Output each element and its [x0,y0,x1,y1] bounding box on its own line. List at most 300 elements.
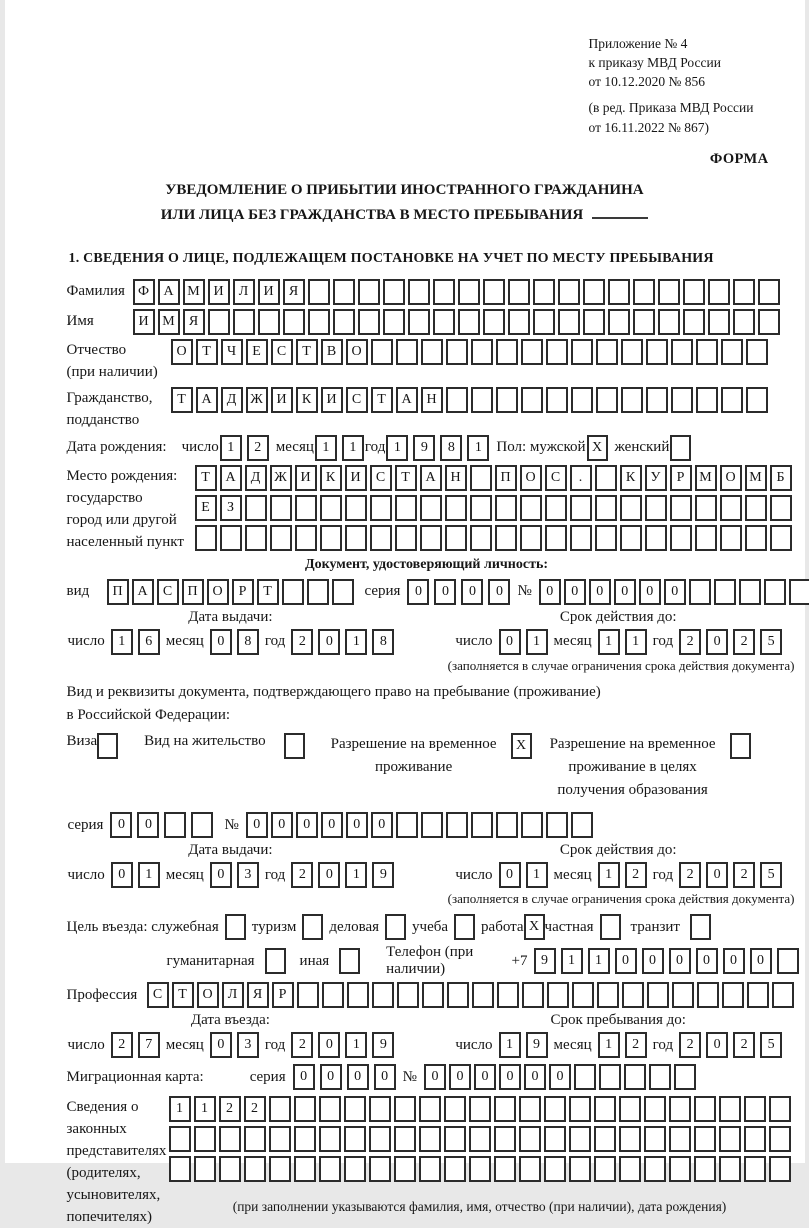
char-cell[interactable]: Д [221,387,243,413]
char-cell[interactable]: А [132,579,154,605]
char-cell[interactable] [533,279,555,305]
char-cell[interactable] [620,525,642,551]
char-cell[interactable]: 0 [664,579,686,605]
char-cell[interactable] [546,387,568,413]
char-cell[interactable] [597,982,619,1008]
char-cell[interactable] [674,1064,696,1090]
char-cell[interactable] [521,387,543,413]
female-checkbox[interactable] [670,435,691,461]
char-cell[interactable] [544,1096,566,1122]
char-cell[interactable] [397,982,419,1008]
char-cell[interactable]: 0 [318,629,340,655]
char-cell[interactable] [433,279,455,305]
char-cell[interactable] [358,309,380,335]
char-cell[interactable] [708,309,730,335]
purpose-private-checkbox[interactable] [600,914,621,940]
char-cell[interactable] [669,1156,691,1182]
stay-expiry-day-cells[interactable] [499,862,548,888]
char-cell[interactable]: 3 [237,862,259,888]
char-cell[interactable]: И [321,387,343,413]
char-cell[interactable]: О [346,339,368,365]
char-cell[interactable] [333,279,355,305]
char-cell[interactable]: Ж [246,387,268,413]
char-cell[interactable]: С [370,465,392,491]
char-cell[interactable]: 5 [760,862,782,888]
char-cell[interactable] [721,339,743,365]
char-cell[interactable]: 0 [371,812,393,838]
char-cell[interactable]: 1 [598,629,620,655]
char-cell[interactable]: 1 [194,1096,216,1122]
char-cell[interactable] [369,1096,391,1122]
char-cell[interactable]: 0 [346,812,368,838]
char-cell[interactable] [569,1156,591,1182]
char-cell[interactable] [745,525,767,551]
char-cell[interactable] [658,279,680,305]
char-cell[interactable] [520,495,542,521]
char-cell[interactable] [245,525,267,551]
purpose-business-checkbox[interactable] [385,914,406,940]
char-cell[interactable] [619,1126,641,1152]
expiry-month-cells[interactable] [598,629,647,655]
char-cell[interactable]: 0 [706,629,728,655]
char-cell[interactable] [694,1096,716,1122]
char-cell[interactable]: С [271,339,293,365]
char-cell[interactable] [294,1096,316,1122]
char-cell[interactable] [764,579,786,605]
stay-expiry-month-cells[interactable] [598,862,647,888]
char-cell[interactable] [369,1126,391,1152]
char-cell[interactable] [220,525,242,551]
char-cell[interactable] [633,309,655,335]
char-cell[interactable] [332,579,354,605]
expiry-year-cells[interactable] [679,629,782,655]
char-cell[interactable]: Т [371,387,393,413]
char-cell[interactable] [744,1126,766,1152]
char-cell[interactable] [495,495,517,521]
stay-issue-year-cells[interactable] [291,862,394,888]
issue-month-cells[interactable] [210,629,259,655]
char-cell[interactable] [345,495,367,521]
char-cell[interactable] [164,812,186,838]
char-cell[interactable]: 0 [589,579,611,605]
char-cell[interactable] [570,525,592,551]
char-cell[interactable] [195,525,217,551]
char-cell[interactable] [333,309,355,335]
char-cell[interactable]: М [183,279,205,305]
char-cell[interactable] [447,982,469,1008]
char-cell[interactable] [644,1096,666,1122]
char-cell[interactable]: 9 [372,1032,394,1058]
char-cell[interactable]: 0 [642,948,664,974]
char-cell[interactable] [669,1096,691,1122]
purpose-study-checkbox[interactable] [454,914,475,940]
char-cell[interactable] [714,579,736,605]
char-cell[interactable] [683,279,705,305]
char-cell[interactable]: О [207,579,229,605]
char-cell[interactable]: Ф [133,279,155,305]
char-cell[interactable] [495,525,517,551]
char-cell[interactable]: 0 [524,1064,546,1090]
char-cell[interactable] [671,339,693,365]
birth-place-cells-2[interactable] [195,495,792,521]
char-cell[interactable] [422,982,444,1008]
char-cell[interactable] [596,339,618,365]
male-checkbox[interactable]: X [587,435,608,461]
char-cell[interactable] [645,495,667,521]
char-cell[interactable]: 1 [588,948,610,974]
char-cell[interactable]: 0 [706,862,728,888]
char-cell[interactable] [544,1156,566,1182]
char-cell[interactable] [444,1156,466,1182]
char-cell[interactable] [483,279,505,305]
char-cell[interactable] [471,339,493,365]
char-cell[interactable]: А [158,279,180,305]
char-cell[interactable]: Я [183,309,205,335]
char-cell[interactable] [758,309,780,335]
char-cell[interactable]: 2 [291,1032,313,1058]
char-cell[interactable] [745,495,767,521]
char-cell[interactable] [396,812,418,838]
stay-issue-month-cells[interactable] [210,862,259,888]
char-cell[interactable] [570,495,592,521]
char-cell[interactable] [583,279,605,305]
char-cell[interactable] [458,279,480,305]
char-cell[interactable] [319,1156,341,1182]
char-cell[interactable] [395,495,417,521]
char-cell[interactable]: 8 [372,629,394,655]
char-cell[interactable]: М [695,465,717,491]
char-cell[interactable] [471,812,493,838]
char-cell[interactable] [169,1156,191,1182]
char-cell[interactable]: 2 [111,1032,133,1058]
char-cell[interactable] [519,1126,541,1152]
char-cell[interactable]: Я [283,279,305,305]
char-cell[interactable]: 0 [639,579,661,605]
char-cell[interactable] [283,309,305,335]
char-cell[interactable]: 1 [315,435,337,461]
char-cell[interactable] [369,1156,391,1182]
char-cell[interactable] [244,1156,266,1182]
char-cell[interactable] [569,1126,591,1152]
char-cell[interactable] [319,1096,341,1122]
char-cell[interactable] [472,982,494,1008]
char-cell[interactable] [744,1096,766,1122]
char-cell[interactable] [644,1156,666,1182]
char-cell[interactable]: И [208,279,230,305]
char-cell[interactable] [471,387,493,413]
char-cell[interactable] [244,1126,266,1152]
char-cell[interactable]: 0 [210,862,232,888]
char-cell[interactable] [746,387,768,413]
char-cell[interactable] [219,1156,241,1182]
char-cell[interactable] [719,1156,741,1182]
char-cell[interactable]: С [545,465,567,491]
char-cell[interactable]: Ч [221,339,243,365]
char-cell[interactable]: 0 [111,862,133,888]
char-cell[interactable] [245,495,267,521]
char-cell[interactable] [658,309,680,335]
char-cell[interactable] [394,1096,416,1122]
char-cell[interactable] [469,1156,491,1182]
char-cell[interactable] [469,1126,491,1152]
char-cell[interactable] [696,339,718,365]
char-cell[interactable] [319,1126,341,1152]
expiry-day-cells[interactable] [499,629,548,655]
stay-issue-day-cells[interactable] [111,862,160,888]
char-cell[interactable] [746,339,768,365]
char-cell[interactable]: 0 [564,579,586,605]
char-cell[interactable] [344,1156,366,1182]
char-cell[interactable] [720,525,742,551]
char-cell[interactable] [633,279,655,305]
purpose-other-checkbox[interactable] [339,948,360,974]
char-cell[interactable]: 0 [296,812,318,838]
char-cell[interactable] [444,1096,466,1122]
entry-year-cells[interactable] [291,1032,394,1058]
char-cell[interactable]: 3 [237,1032,259,1058]
char-cell[interactable] [383,279,405,305]
char-cell[interactable]: 2 [733,862,755,888]
char-cell[interactable] [599,1064,621,1090]
char-cell[interactable] [446,339,468,365]
char-cell[interactable]: Е [195,495,217,521]
char-cell[interactable] [358,279,380,305]
char-cell[interactable]: 9 [372,862,394,888]
entry-day-cells[interactable] [111,1032,160,1058]
doc-series-cells[interactable] [407,579,510,605]
char-cell[interactable]: 1 [345,1032,367,1058]
doc-type-cells[interactable] [107,579,354,605]
char-cell[interactable]: 0 [499,629,521,655]
char-cell[interactable] [744,1156,766,1182]
char-cell[interactable] [169,1126,191,1152]
char-cell[interactable] [483,309,505,335]
char-cell[interactable]: Т [395,465,417,491]
char-cell[interactable] [608,279,630,305]
char-cell[interactable]: 0 [137,812,159,838]
char-cell[interactable] [671,387,693,413]
birth-day-cells[interactable] [220,435,269,461]
char-cell[interactable]: В [321,339,343,365]
char-cell[interactable] [269,1156,291,1182]
char-cell[interactable] [621,339,643,365]
char-cell[interactable] [269,1126,291,1152]
char-cell[interactable]: Р [232,579,254,605]
char-cell[interactable] [571,387,593,413]
char-cell[interactable] [719,1096,741,1122]
char-cell[interactable] [694,1126,716,1152]
char-cell[interactable]: С [346,387,368,413]
char-cell[interactable] [446,387,468,413]
char-cell[interactable] [770,495,792,521]
char-cell[interactable]: 6 [138,629,160,655]
char-cell[interactable] [696,387,718,413]
char-cell[interactable]: 8 [237,629,259,655]
char-cell[interactable]: 2 [679,862,701,888]
char-cell[interactable]: А [220,465,242,491]
char-cell[interactable] [347,982,369,1008]
char-cell[interactable]: 1 [561,948,583,974]
char-cell[interactable]: 1 [526,862,548,888]
char-cell[interactable] [394,1156,416,1182]
char-cell[interactable] [649,1064,671,1090]
char-cell[interactable]: 7 [138,1032,160,1058]
char-cell[interactable]: У [645,465,667,491]
char-cell[interactable]: 0 [499,1064,521,1090]
char-cell[interactable]: 5 [760,629,782,655]
char-cell[interactable] [719,1126,741,1152]
char-cell[interactable]: 0 [318,862,340,888]
doc-number-cells[interactable] [539,579,809,605]
char-cell[interactable]: 1 [169,1096,191,1122]
stay-until-day-cells[interactable] [499,1032,548,1058]
stay-until-month-cells[interactable] [598,1032,647,1058]
char-cell[interactable]: 0 [110,812,132,838]
purpose-work-checkbox[interactable]: X [524,914,545,940]
char-cell[interactable] [646,339,668,365]
char-cell[interactable]: Т [296,339,318,365]
phone-cells[interactable] [534,948,799,974]
stay-expiry-year-cells[interactable] [679,862,782,888]
stay-doc-number-cells[interactable] [246,812,593,838]
char-cell[interactable]: Р [670,465,692,491]
char-cell[interactable]: 2 [291,629,313,655]
char-cell[interactable] [396,339,418,365]
char-cell[interactable] [545,495,567,521]
profession-cells[interactable] [147,982,794,1008]
char-cell[interactable] [595,465,617,491]
char-cell[interactable] [546,339,568,365]
char-cell[interactable]: 0 [615,948,637,974]
char-cell[interactable]: 1 [499,1032,521,1058]
char-cell[interactable]: И [345,465,367,491]
char-cell[interactable]: 0 [271,812,293,838]
char-cell[interactable]: 0 [499,862,521,888]
char-cell[interactable] [546,812,568,838]
char-cell[interactable]: 1 [598,862,620,888]
purpose-tourism-checkbox[interactable] [302,914,323,940]
char-cell[interactable] [644,1126,666,1152]
char-cell[interactable] [721,387,743,413]
char-cell[interactable]: Н [421,387,443,413]
char-cell[interactable] [619,1096,641,1122]
char-cell[interactable]: М [745,465,767,491]
char-cell[interactable] [594,1156,616,1182]
char-cell[interactable]: И [271,387,293,413]
char-cell[interactable] [320,495,342,521]
char-cell[interactable] [508,279,530,305]
char-cell[interactable] [345,525,367,551]
char-cell[interactable]: Л [222,982,244,1008]
char-cell[interactable]: 1 [220,435,242,461]
migration-series-cells[interactable] [293,1064,396,1090]
char-cell[interactable] [297,982,319,1008]
char-cell[interactable]: 1 [111,629,133,655]
char-cell[interactable] [594,1126,616,1152]
char-cell[interactable] [494,1096,516,1122]
char-cell[interactable]: 2 [244,1096,266,1122]
char-cell[interactable]: 1 [342,435,364,461]
char-cell[interactable] [444,1126,466,1152]
visa-checkbox[interactable] [97,733,118,759]
char-cell[interactable]: 0 [293,1064,315,1090]
char-cell[interactable]: 0 [407,579,429,605]
char-cell[interactable] [370,525,392,551]
char-cell[interactable] [669,1126,691,1152]
char-cell[interactable]: И [258,279,280,305]
char-cell[interactable]: 0 [449,1064,471,1090]
char-cell[interactable] [708,279,730,305]
char-cell[interactable]: А [196,387,218,413]
char-cell[interactable] [433,309,455,335]
char-cell[interactable] [233,309,255,335]
char-cell[interactable]: 0 [374,1064,396,1090]
char-cell[interactable] [194,1126,216,1152]
char-cell[interactable] [670,525,692,551]
char-cell[interactable] [322,982,344,1008]
char-cell[interactable]: 0 [488,579,510,605]
char-cell[interactable] [508,309,530,335]
residence-permit-checkbox[interactable] [284,733,305,759]
representatives-cells-1[interactable] [169,1096,791,1122]
char-cell[interactable] [720,495,742,521]
char-cell[interactable]: 1 [598,1032,620,1058]
char-cell[interactable] [777,948,799,974]
char-cell[interactable]: 9 [534,948,556,974]
stay-until-year-cells[interactable] [679,1032,782,1058]
char-cell[interactable] [595,525,617,551]
char-cell[interactable] [574,1064,596,1090]
char-cell[interactable] [769,1126,791,1152]
char-cell[interactable] [219,1126,241,1152]
char-cell[interactable] [622,982,644,1008]
surname-cells[interactable] [133,279,780,305]
char-cell[interactable] [419,1126,441,1152]
char-cell[interactable] [294,1156,316,1182]
char-cell[interactable] [308,309,330,335]
char-cell[interactable] [571,339,593,365]
char-cell[interactable] [545,525,567,551]
char-cell[interactable] [595,495,617,521]
char-cell[interactable] [408,279,430,305]
representatives-cells-3[interactable] [169,1156,791,1182]
char-cell[interactable] [191,812,213,838]
char-cell[interactable]: 0 [210,1032,232,1058]
char-cell[interactable]: А [396,387,418,413]
char-cell[interactable]: П [107,579,129,605]
birth-year-cells[interactable] [386,435,489,461]
char-cell[interactable]: 2 [625,862,647,888]
char-cell[interactable]: 2 [625,1032,647,1058]
char-cell[interactable] [496,387,518,413]
char-cell[interactable] [421,339,443,365]
char-cell[interactable]: П [495,465,517,491]
char-cell[interactable] [769,1096,791,1122]
birth-place-cells-1[interactable] [195,465,792,491]
char-cell[interactable] [445,525,467,551]
char-cell[interactable] [769,1156,791,1182]
char-cell[interactable]: 0 [474,1064,496,1090]
char-cell[interactable] [496,812,518,838]
char-cell[interactable] [620,495,642,521]
char-cell[interactable] [458,309,480,335]
char-cell[interactable] [269,1096,291,1122]
char-cell[interactable] [697,982,719,1008]
char-cell[interactable]: 1 [526,629,548,655]
char-cell[interactable] [371,339,393,365]
char-cell[interactable] [420,495,442,521]
char-cell[interactable] [469,1096,491,1122]
